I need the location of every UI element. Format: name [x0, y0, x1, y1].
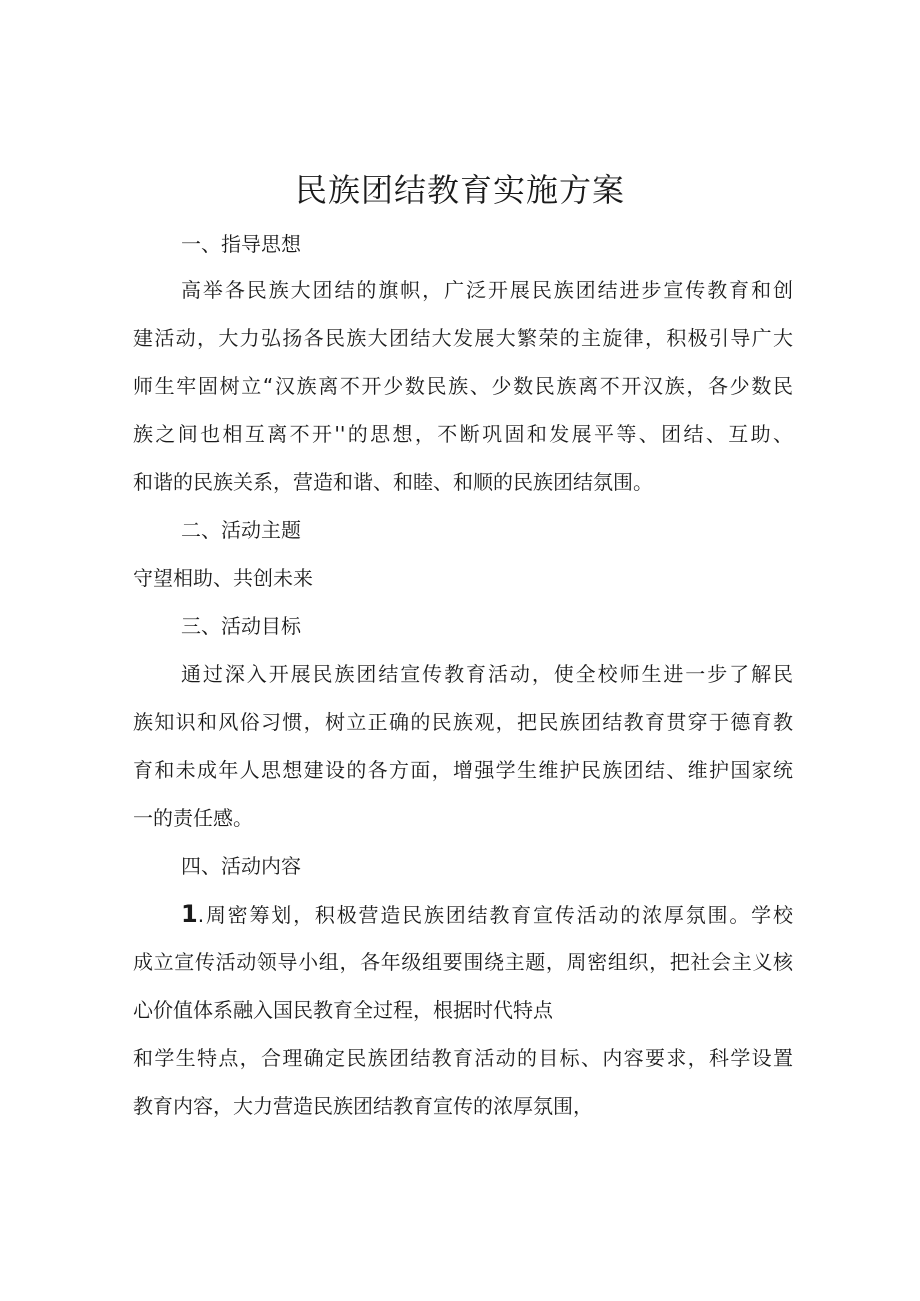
paragraph-line: 和谐的民族关系，营造和谐、和睦、和顺的民族团结氛围。 [133, 470, 653, 494]
document-title: 民族团结教育实施方案 [294, 171, 625, 209]
section-heading-activity-content: 四、活动内容 [181, 854, 301, 878]
paragraph-line: 成立宣传活动领导小组，各年级组要围绕主题，周密组织，把社会主义核 [133, 950, 793, 974]
paragraph-line: 师生牢固树立“汉族离不开少数民族、少数民族离不开汉族，各少数民 [133, 374, 793, 398]
paragraph-line: 教育内容，大力营造民族团结教育宣传的浓厚氛围， [133, 1094, 593, 1118]
activity-theme-text: 守望相助、共创未来 [133, 566, 313, 590]
paragraph-line: 通过深入开展民族团结宣传教育活动，使全校师生进一步了解民 [181, 662, 793, 686]
paragraph-line: 一的责任感。 [133, 806, 253, 830]
paragraph-line: 和学生特点，合理确定民族团结教育活动的目标、内容要求，科学设置 [133, 1046, 793, 1070]
paragraph-line: 育和未成年人思想建设的各方面，增强学生维护民族团结、维护国家统 [133, 758, 793, 782]
list-item-text: .周密筹划，积极营造民族团结教育宣传活动的浓厚氛围。学校 [197, 903, 793, 927]
paragraph-line: 建活动，大力弘扬各民族大团结大发展大繁荣的主旋律，积极引导广大 [133, 326, 793, 350]
list-item-number: 1 [181, 900, 198, 928]
paragraph-line: 族之间也相互离不开''的思想，不断巩固和发展平等、团结、互助、 [133, 422, 793, 446]
list-item-1-first-line [181, 898, 793, 931]
section-heading-activity-goals: 三、活动目标 [181, 614, 301, 638]
paragraph-line: 心价值体系融入国民教育全过程，根据时代特点 [133, 998, 553, 1022]
section-heading-activity-theme: 二、活动主题 [181, 518, 301, 542]
section-heading-guiding-ideology: 一、指导思想 [181, 232, 301, 256]
paragraph-line: 高举各民族大团结的旗帜，广泛开展民族团结进步宣传教育和创 [181, 278, 793, 302]
paragraph-line: 族知识和风俗习惯，树立正确的民族观，把民族团结教育贯穿于德育教 [133, 710, 793, 734]
